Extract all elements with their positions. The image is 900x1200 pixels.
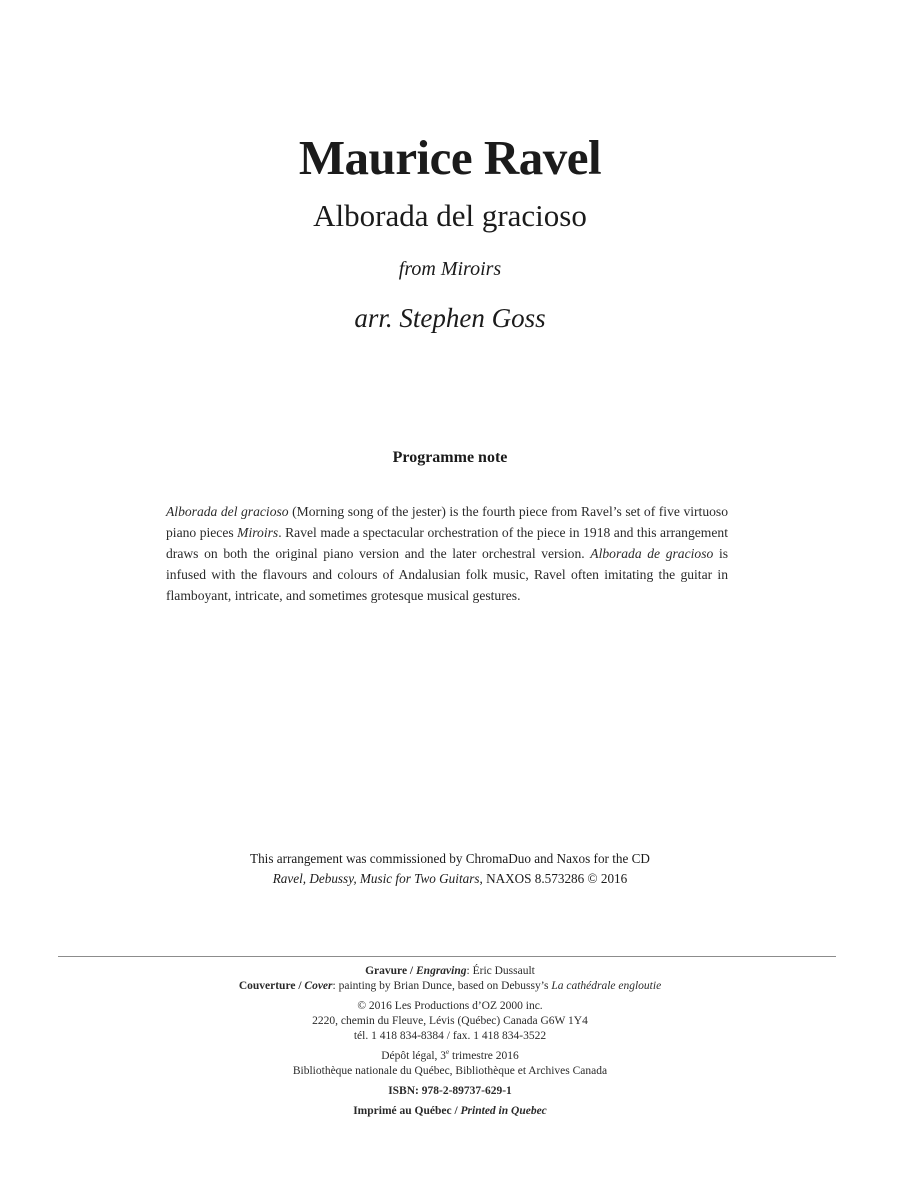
- publication-credits: [0, 964, 900, 1119]
- isbn: ISBN: 978-2-89737-629-1: [388, 1085, 512, 1097]
- commission-note: [0, 849, 900, 889]
- engraving-label-fr: Gravure /: [365, 965, 417, 977]
- depot-suffix: trimestre 2016: [449, 1050, 519, 1062]
- cover-credit: [0, 979, 900, 994]
- engraving-credit: [0, 964, 900, 979]
- cd-catalog: , NAXOS 8.573286 © 2016: [479, 871, 628, 886]
- depot-prefix: Dépôt légal, 3: [381, 1050, 447, 1062]
- arranger-credit: arr. Stephen Goss: [354, 303, 546, 333]
- programme-note-heading: Programme note: [392, 449, 508, 466]
- engraving-value: : Éric Dussault: [466, 965, 535, 977]
- source-collection: from Miroirs: [398, 258, 502, 280]
- cover-label-en: Cover: [304, 980, 333, 992]
- cover-label-fr: Couverture /: [238, 980, 305, 992]
- commission-line-2: [0, 869, 900, 889]
- cover-work: La cathédrale engloutie: [551, 980, 662, 992]
- note-title-italic-2: Alborada de gracioso: [590, 546, 714, 561]
- cover-value: : painting by Brian Dunce, based on Debussy’s: [332, 980, 552, 992]
- note-text-2: . Ravel made a spectacular orchestration of the piece in 1918 and this arrangement draws on both the original piano version and the later orchestral version.: [166, 525, 728, 561]
- note-text-1: (Morning song of the jester) is the fourth piece from Ravel’s set of five virtuoso piano pieces: [166, 504, 728, 540]
- publisher-address: 2220, chemin du Fleuve, Lévis (Québec) Canada G6W 1Y4: [312, 1015, 588, 1027]
- commission-line-1: This arrangement was commissioned by ChromaDuo and Naxos for the CD: [250, 851, 650, 866]
- composer-name: Maurice Ravel: [298, 130, 602, 185]
- note-title-italic: Alborada del gracioso: [166, 504, 289, 519]
- note-text-3: is infused with the flavours and colours of Andalusian folk music, Ravel often imitating the guitar in flamboyant, intricate, and sometimes grotesque musical gestures.: [166, 546, 729, 603]
- depot-sup: e: [446, 1048, 450, 1057]
- publisher-phone: tél. 1 418 834-8384 / fax. 1 418 834-3522: [353, 1030, 547, 1042]
- note-miroirs-italic: Miroirs: [237, 525, 279, 540]
- programme-note-body: [166, 501, 728, 606]
- printed-in-line: [0, 1104, 900, 1119]
- copyright-line: © 2016 Les Productions d’OZ 2000 inc.: [357, 1000, 543, 1012]
- engraving-label-en: Engraving: [416, 965, 467, 977]
- isbn-line: [0, 1084, 900, 1099]
- printed-fr: Imprimé au Québec /: [353, 1105, 461, 1117]
- library-line: Bibliothèque nationale du Québec, Bibliothèque et Archives Canada: [292, 1065, 608, 1077]
- piece-title: Alborada del gracioso: [313, 198, 587, 233]
- footer-divider: [58, 956, 836, 957]
- cd-title: Ravel, Debussy, Music for Two Guitars: [272, 871, 480, 886]
- printed-en: Printed in Quebec: [460, 1105, 547, 1117]
- legal-deposit: [0, 1049, 900, 1064]
